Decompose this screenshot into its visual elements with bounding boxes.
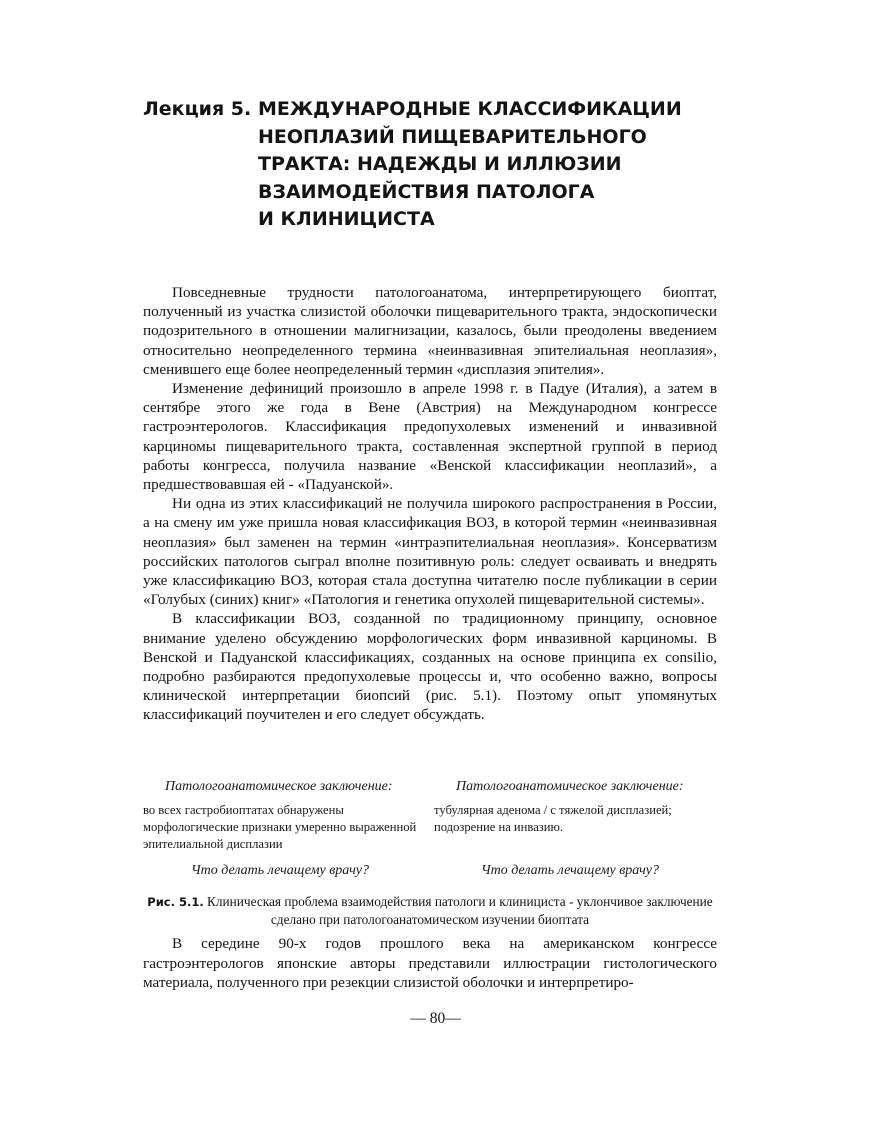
figure-right-text: тубулярная аденома / с тяжелой дисплазией; подозрение на инвазию. — [434, 803, 672, 834]
paragraph: Ни одна из этих классификаций не получила широкого распространения в России, а на смену им уже пришла новая классификация ВОЗ, в которой термин «неинвазивная неоплазия» был заменен на термин «интраэпителиальная неоплазия». Консерватизм российских патологов сыграл вполне позитивную роль: следует осваивать и внедрять уже классификацию ВОЗ, которая стала доступна читателю после публикации в серии «Голубых (синих) книг» «Патология и генетика опухолей пищеварительной системы». — [143, 495, 717, 609]
figure-right-question: Что делать лечащему врачу? — [481, 863, 660, 878]
lecture-label: Лекция 5. — [143, 98, 252, 120]
figure-right-heading: Патологоанатомическое заключение: — [456, 779, 684, 794]
lecture-title-line: ВЗАИМОДЕЙСТВИЯ ПАТОЛОГА — [258, 180, 595, 203]
page-number: — 80— — [410, 1010, 461, 1027]
paragraph: В середине 90-х годов прошлого века на американском конгрессе гастроэнтерологов японские авторы представили иллюстрации гистологического материала, полученного при резекции слизистой оболочки и интерпретиро- — [143, 935, 717, 992]
figure-left-text: во всех гастробиоптатах обнаружены морфологические признаки умеренно выраженной эпителиальной дисплазии — [143, 803, 417, 851]
closing-text — [143, 934, 717, 993]
figure-left-column — [143, 778, 423, 853]
figure-caption — [143, 893, 717, 928]
figure-left-heading: Патологоанатомическое заключение: — [165, 779, 393, 794]
lecture-title-line: ТРАКТА: НАДЕЖДЫ И ИЛЛЮЗИИ — [258, 153, 622, 175]
figure-caption-label: Рис. 5.1. — [147, 895, 204, 909]
lecture-title — [258, 96, 738, 234]
lecture-title-line: И КЛИНИЦИСТА — [258, 208, 435, 230]
figure-right-column — [434, 778, 717, 836]
figure-caption-text: Клиническая проблема взаимодействия патологи и клинициста - уклончивое заключение сделано при патологоанатомическом изучении биоптата — [207, 894, 713, 927]
paragraph: Изменение дефиниций произошло в апреле 1998 г. в Падуе (Италия), а затем в сентябре этого же года в Вене (Австрия) на Международном конгрессе гастроэнтерологов. Классификация предопухолевых изменений и инвазивной карциномы пищеварительного тракта, составленная экспертной группой в период работы конгресса, получила название «Венской классификации неоплазий», а предшествовавшая ей - «Падуанской». — [143, 380, 717, 494]
lecture-title-line: НЕОПЛАЗИЙ ПИЩЕВАРИТЕЛЬНОГО — [258, 125, 647, 148]
paragraph: Повседневные трудности патологоанатома, интерпретирующего биоптат, полученный из участка слизистой оболочки пищеварительного тракта, эндоскопически подозрительного в отношении малигнизации, казалось, были преодолены введением относительно неопределенного термина «неинвазивная эпителиальная неоплазия», сменившего еще более неопределенный термин «дисплазия эпителия». — [143, 284, 717, 378]
body-text — [143, 283, 717, 725]
paragraph: В классификации ВОЗ, созданной по традиционному принципу, основное внимание уделено обсуждению морфологических форм инвазивной карциномы. В Венской и Падуанской классификациях, созданных на основе принципа ex consilio, подробно разбираются предопухолевые процессы и, что особенно важно, вопросы клинической интерпретации биопсий (рис. 5.1). Поэтому опыт упомянутых классификаций поучителен и его следует обсуждать. — [143, 610, 717, 724]
lecture-title-line: МЕЖДУНАРОДНЫЕ КЛАССИФИКАЦИИ — [258, 98, 682, 120]
figure-left-question: Что делать лечащему врачу? — [191, 863, 370, 878]
